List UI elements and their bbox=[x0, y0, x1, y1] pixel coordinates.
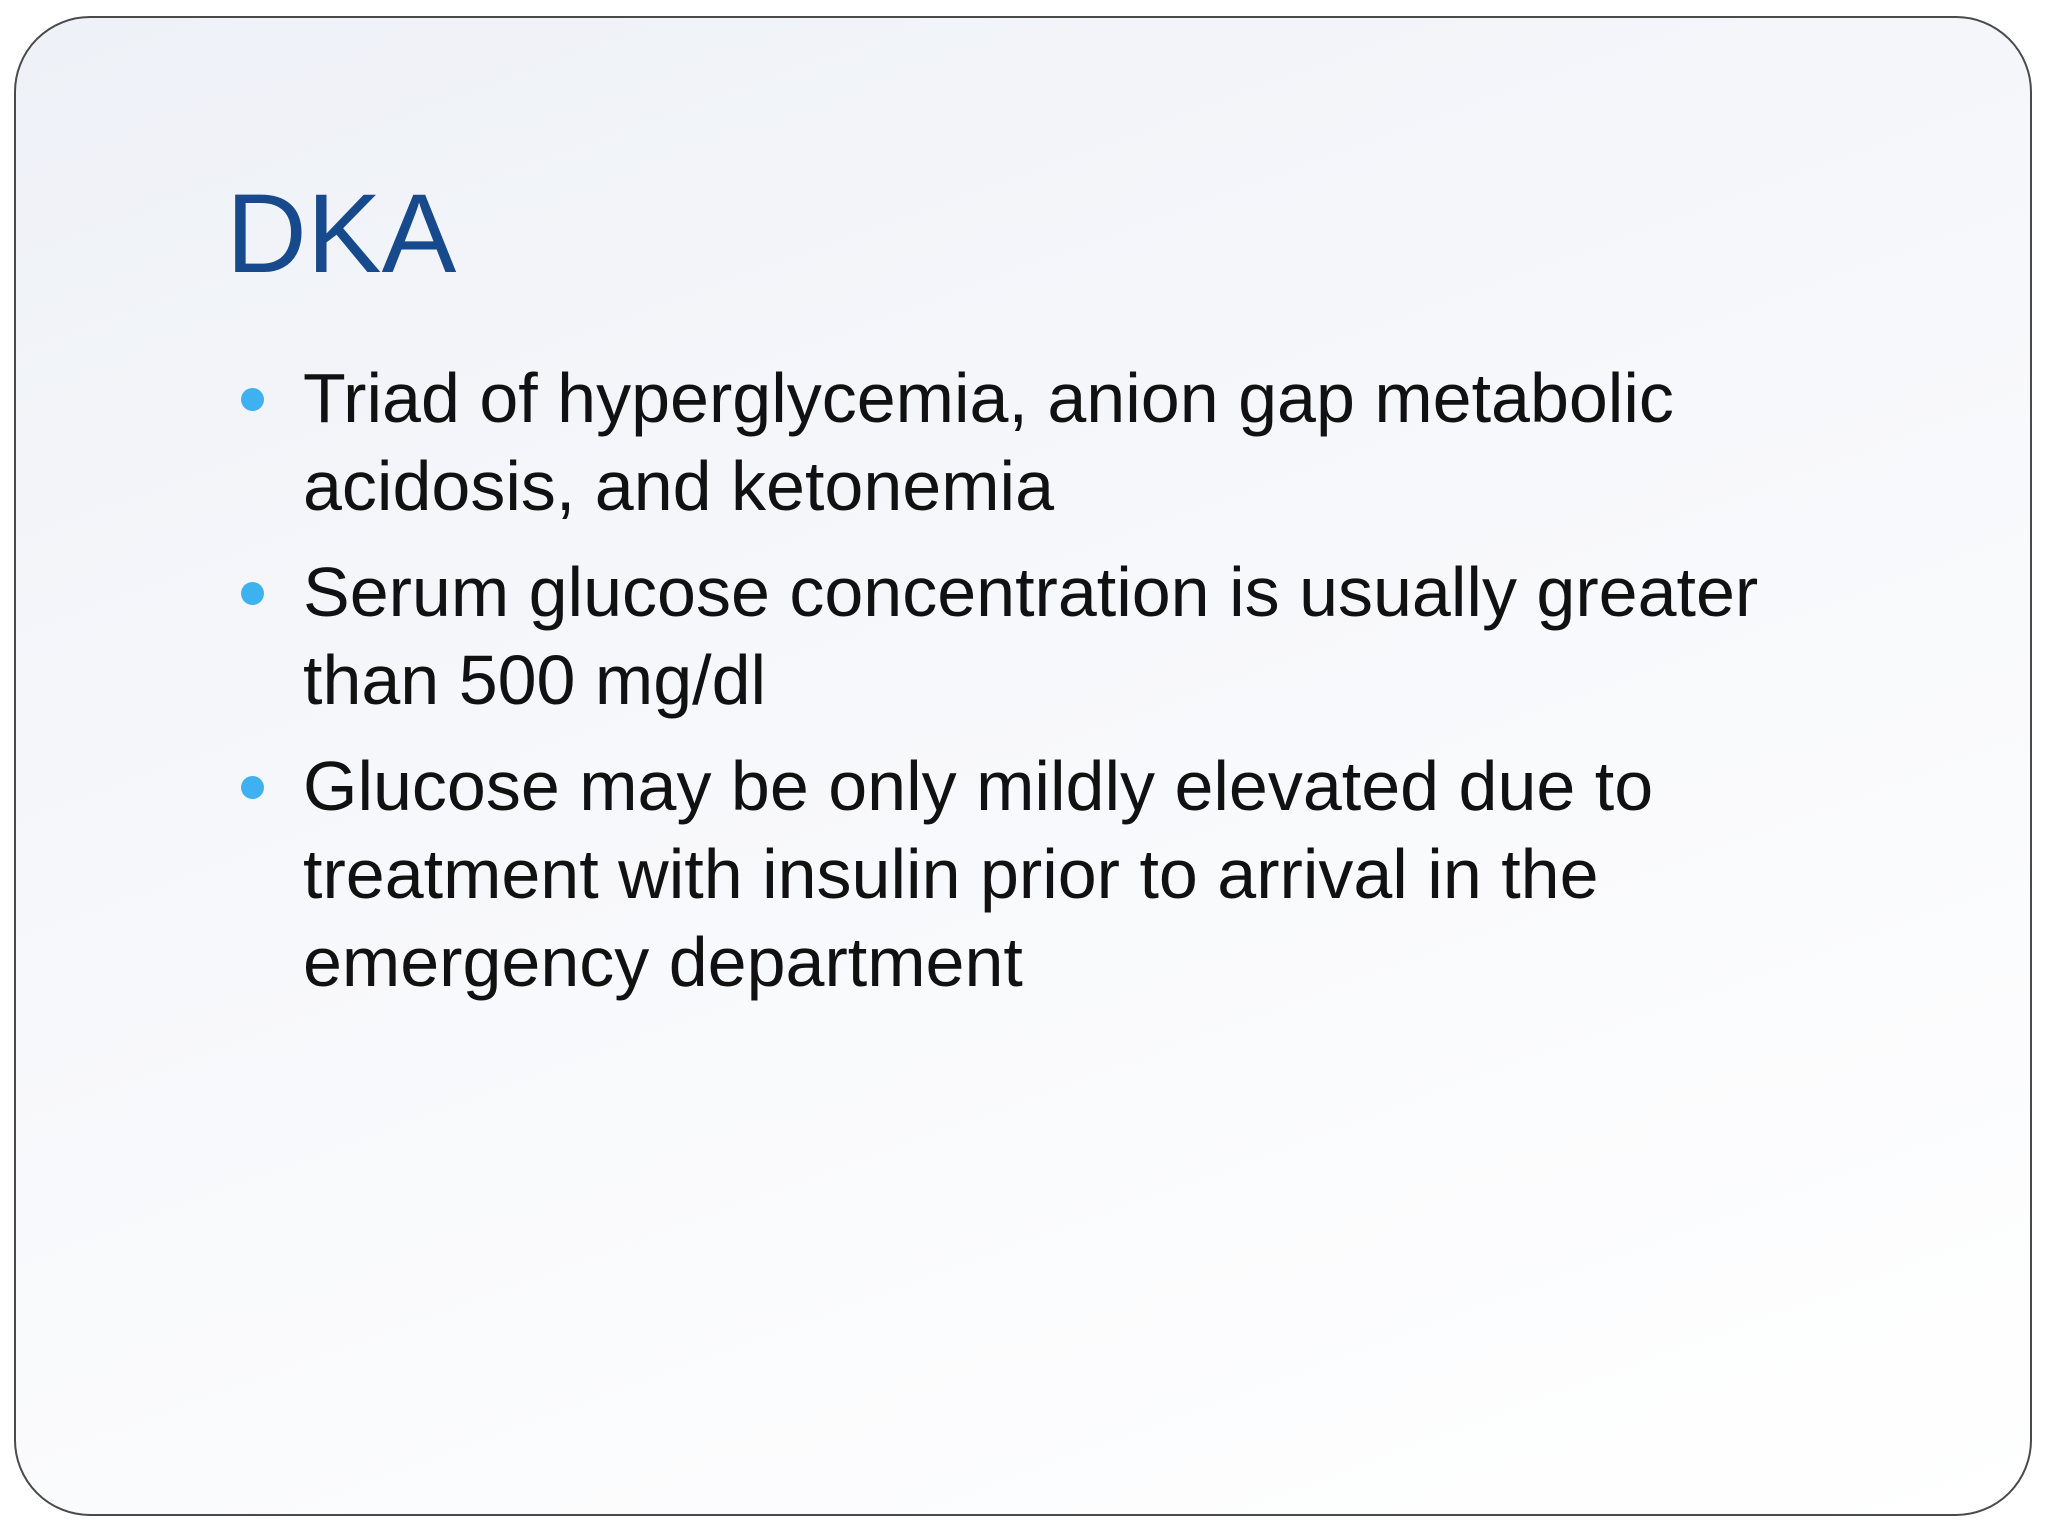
slide-title: DKA bbox=[226, 171, 457, 296]
list-item bbox=[226, 354, 1866, 530]
bullet-dot-icon bbox=[241, 776, 264, 799]
bullet-text: Triad of hyperglycemia, anion gap metabolic acidosis, and ketonemia bbox=[303, 359, 1674, 525]
slide bbox=[14, 16, 2032, 1516]
bullet-list bbox=[226, 354, 1866, 1024]
bullet-text: Serum glucose concentration is usually greater than 500 mg/dl bbox=[303, 553, 1759, 719]
list-item bbox=[226, 548, 1866, 724]
bullet-dot-icon bbox=[241, 388, 264, 411]
list-item bbox=[226, 742, 1866, 1006]
bullet-dot-icon bbox=[241, 582, 264, 605]
bullet-text: Glucose may be only mildly elevated due to treatment with insulin prior to arrival in the emergency department bbox=[303, 747, 1654, 1001]
